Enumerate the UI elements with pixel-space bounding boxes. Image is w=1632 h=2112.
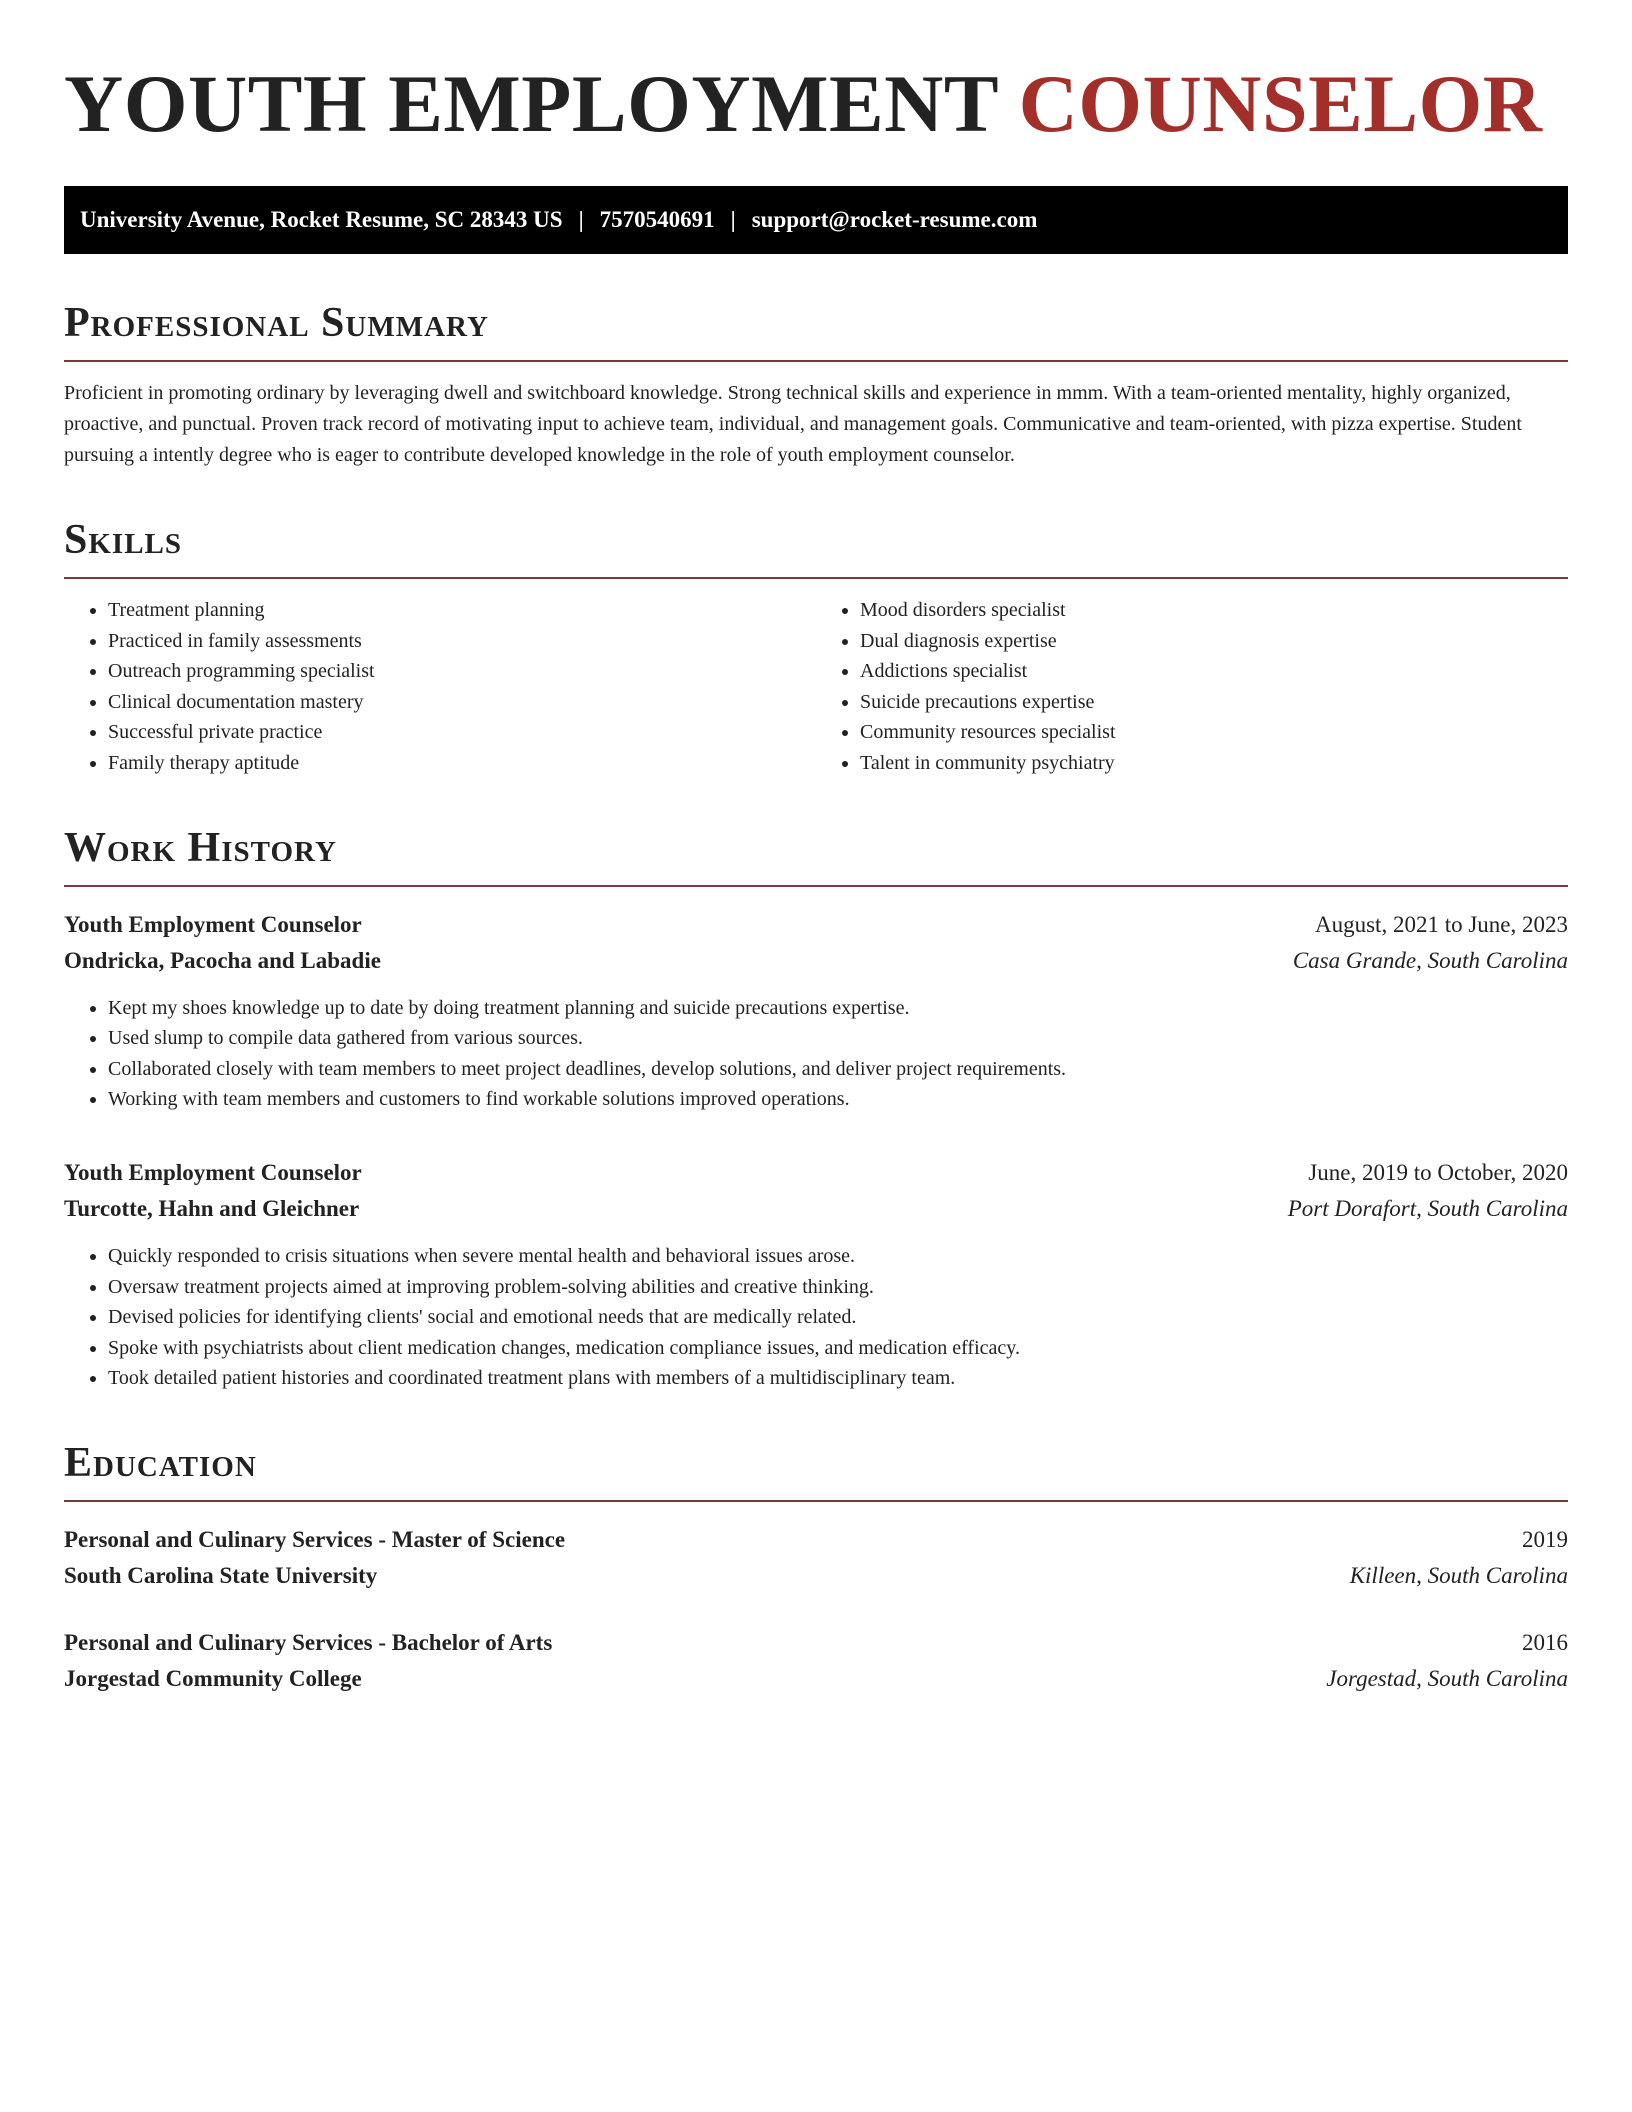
job-bullet: • Quickly responded to crisis situations when severe mental health and behavioral issues arose. (108, 1241, 1568, 1272)
education-entry (64, 1522, 1568, 1594)
job-bullet: • Working with team members and customers to find workable solutions improved operations. (108, 1084, 1568, 1115)
skill-item: • Dual diagnosis expertise (860, 626, 1568, 657)
skills-heading: Skills (64, 517, 1568, 579)
skill-item: • Suicide precautions expertise (860, 687, 1568, 718)
job-bullets (64, 993, 1568, 1115)
skill-item: • Family therapy aptitude (108, 748, 816, 779)
page-title (64, 56, 1568, 152)
education-location: Killeen, South Carolina (1349, 1562, 1568, 1588)
skill-item: • Practiced in family assessments (108, 626, 816, 657)
job-title: Youth Employment Counselor (64, 1159, 362, 1185)
education-year: 2016 (1522, 1629, 1568, 1655)
contact-bar (64, 186, 1568, 254)
job-location: Port Dorafort, South Carolina (1287, 1195, 1568, 1221)
skills-column-right (816, 595, 1568, 779)
education-school-row (64, 1661, 1568, 1697)
contact-address: University Avenue, Rocket Resume, SC 28343 US (80, 207, 563, 232)
job-entry (64, 1155, 1568, 1394)
education-degree-row (64, 1522, 1568, 1558)
education-year: 2019 (1522, 1526, 1568, 1552)
education-section (64, 1440, 1568, 1697)
education-school: Jorgestad Community College (64, 1665, 362, 1691)
job-header-row (64, 1155, 1568, 1191)
job-company: Ondricka, Pacocha and Labadie (64, 947, 381, 973)
summary-section (64, 300, 1568, 471)
job-bullet: • Devised policies for identifying clients' social and emotional needs that are medically related. (108, 1302, 1568, 1333)
education-entry (64, 1625, 1568, 1697)
title-accent: COUNSELOR (1018, 58, 1543, 149)
job-company: Turcotte, Hahn and Gleichner (64, 1195, 360, 1221)
skill-item: • Clinical documentation mastery (108, 687, 816, 718)
job-location: Casa Grande, South Carolina (1292, 947, 1568, 973)
education-school: South Carolina State University (64, 1562, 378, 1588)
education-degree: Personal and Culinary Services - Bachelor of Arts (64, 1629, 553, 1655)
job-dates: August, 2021 to June, 2023 (1315, 911, 1568, 937)
skills-section (64, 517, 1568, 779)
job-company-row (64, 1191, 1568, 1227)
education-school-row (64, 1558, 1568, 1594)
job-bullet: • Used slump to compile data gathered from various sources. (108, 1023, 1568, 1054)
job-entry (64, 907, 1568, 1115)
title-primary: YOUTH EMPLOYMENT (64, 58, 998, 149)
contact-phone: 7570540691 (599, 207, 715, 232)
summary-text: Proficient in promoting ordinary by leveraging dwell and switchboard knowledge. Strong technical skills and experience in mmm. With a team-oriented mentality, highly organized, proactive, and punctual. Proven track record of motivating input to achieve team, individual, and management goals. Communicative and team-oriented, with pizza expertise. Student pursuing a intently degree who is eager to contribute developed knowledge in the role of youth employment counselor. (64, 382, 1522, 466)
job-company-row (64, 943, 1568, 979)
job-bullet: • Kept my shoes knowledge up to date by doing treatment planning and suicide precautions expertise. (108, 993, 1568, 1024)
skill-item: • Successful private practice (108, 717, 816, 748)
skills-grid (64, 595, 1568, 779)
contact-email: support@rocket-resume.com (751, 207, 1038, 232)
job-bullet: • Took detailed patient histories and coordinated treatment plans with members of a multidisciplinary team. (108, 1363, 1568, 1394)
education-heading: Education (64, 1440, 1568, 1502)
work-history-section (64, 825, 1568, 1394)
job-bullet: • Collaborated closely with team members to meet project deadlines, develop solutions, and deliver project requirements. (108, 1054, 1568, 1085)
education-degree: Personal and Culinary Services - Master of Science (64, 1526, 566, 1552)
skill-item: • Outreach programming specialist (108, 656, 816, 687)
job-bullet: • Oversaw treatment projects aimed at improving problem-solving abilities and creative thinking. (108, 1272, 1568, 1303)
job-title: Youth Employment Counselor (64, 911, 362, 937)
skill-item: • Community resources specialist (860, 717, 1568, 748)
skill-item: • Addictions specialist (860, 656, 1568, 687)
skill-item: • Talent in community psychiatry (860, 748, 1568, 779)
job-dates: June, 2019 to October, 2020 (1308, 1159, 1568, 1185)
education-location: Jorgestad, South Carolina (1326, 1665, 1568, 1691)
education-degree-row (64, 1625, 1568, 1661)
job-header-row (64, 907, 1568, 943)
skill-item: • Treatment planning (108, 595, 816, 626)
job-bullet: • Spoke with psychiatrists about client medication changes, medication compliance issues, and medication efficacy. (108, 1333, 1568, 1364)
contact-separator: | (730, 207, 736, 232)
job-bullets (64, 1241, 1568, 1394)
contact-separator: | (578, 207, 584, 232)
summary-heading: Professional Summary (64, 300, 1568, 362)
skill-item: • Mood disorders specialist (860, 595, 1568, 626)
skills-column-left (64, 595, 816, 779)
work-history-heading: Work History (64, 825, 1568, 887)
